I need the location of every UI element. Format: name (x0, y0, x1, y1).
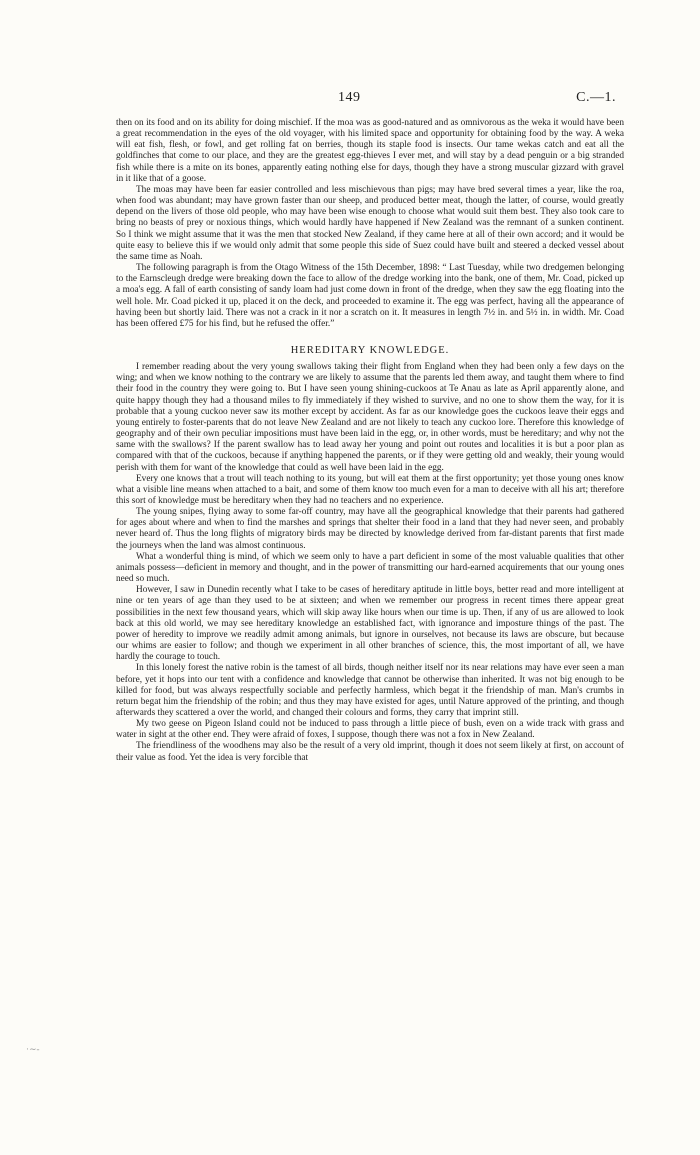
paragraph: The young snipes, flying away to some far-off country, may have all the geographical knowledge that their parents had gathered for ages about where and when to find the marshes and springs that shelter their food in a land that they had never seen, and probably never heard of. Thus the long flights of migratory birds may be directed by knowledge derived from far-distant parents that first made the journeys when the land was almost continuous. (116, 507, 624, 551)
margin-mark: ·∼- (26, 1044, 40, 1054)
paragraph: The moas may have been far easier controlled and less mischievous than pigs; may have bred several times a year, like the roa, when food was abundant; may have grown faster than our sheep, and produced better meat, though the latter, of course, would greatly depend on the livers of those old people, who may have been wise enough to choose what would suit them best. They also took care to bring no beasts of prey or noxious things, which would hardly have happened if New Zealand was the remnant of a sunken continent. So I think we might assume that it was the men that stocked New Zealand, if they came here at all of their own accord; and it would be quite easy to believe this if we would only admit that some people this side of Suez could have built and steered a decked vessel about the same time as Noah. (116, 184, 624, 262)
paragraph: I remember reading about the very young swallows taking their flight from England when they had been only a few days on the wing; and when we know nothing to the contrary we are likely to assume that the parents led them away, and taught them where to find their food in the country they were going to. But I have seen young shining-cuckoos at Te Anau as late as April apparently alone, and quite happy though they had a thousand miles to fly immediately if they wished to survive, and no one to show them the way, for it is probable that a young cuckoo never saw its mother except by accident. As far as our knowledge goes the cuckoos leave their eggs and young entirely to foster-parents that do not leave New Zealand and are not likely to teach any cuckoo lore. Therefore this knowledge of geography and of their own peculiar impositions must have been laid in the egg, or, in other words, must be hereditary; and why not the same with the swallows? If the parent swallow has to lead away her young and point out routes and localities it is but a poor plan as compared with that of the cuckoos, because if anything happened the parents, or if they were getting old and weakly, their young would perish with them for want of the knowledge that could as well have been laid in the egg. (116, 362, 624, 473)
paragraph: In this lonely forest the native robin is the tamest of all birds, though neither itself nor its near relations may have ever seen a man before, yet it hops into our tent with a confidence and knowledge that cannot be otherwise than inherited. It was not big enough to be killed for food, but was always respectfully sociable and perfectly harmless, which begat it the friendship of man. Man's crumbs in return begat him the friendship of the robin; and thus they may have existed for ages, until Nature approved of the printing, and though afterwards they scattered a over the world, and changed their colours and forms, they carry that imprint still. (116, 663, 624, 718)
paragraph: What a wonderful thing is mind, of which we seem only to have a part deficient in some of the most valuable qualities that other animals possess—deficient in memory and thought, and in the power of transmitting our hard-earned acquirements that our young ones need so much. (116, 551, 624, 585)
paragraph: Every one knows that a trout will teach nothing to its young, but will eat them at the first opportunity; yet those young ones know what a visible line means when attached to a bait, and some of them know too much even for a man to deceive with all his art; therefore this sort of knowledge must be hereditary when they had no teachers and no experience. (116, 473, 624, 506)
page-number: 149 (338, 90, 361, 105)
body-text (116, 118, 624, 764)
paragraph: The following paragraph is from the Otago Witness of the 15th December, 1898: “ Last Tuesday, while two dredgemen belonging to the Earnscleugh dredge were breaking down the face to allow of the dredge working into the bank, one of them, Mr. Coad, picked up a moa's egg. A fall of earth consisting of sandy loam had just come down in front of the dredge, when they saw the egg floating into the well hole. Mr. Coad picked it up, placed it on the deck, and proceeded to examine it. The egg was perfect, having all the appearance of having been but shortly laid. There was not a crack in it nor a scratch on it. It measures in length 7½ in. and 5½ in. in width. Mr. Coad has been offered £75 for his find, but he refused the offer.” (116, 263, 624, 329)
paragraph: However, I saw in Dunedin recently what I take to be cases of hereditary aptitude in little boys, better read and more intelligent at nine or ten years of age than they used to be at sixteen; and when we remember our progress in recent times there appear great possibilities in the next few thousand years, which will skip away like hours when our time is up. Then, if any of us are allowed to look back at this old world, we may see hereditary knowledge an established fact, with ignorance and imposture things of the past. The power of heredity to improve we readily admit among animals, but ignore in ourselves, not because its laws are obscure, but because our whims are easier to follow; and though we experiment in all other branches of science, this, the most important of all, we have hardly the courage to touch. (116, 585, 624, 663)
paragraph: The friendliness of the woodhens may also be the result of a very old imprint, though it does not seem likely at first, on account of their value as food. Yet the idea is very forcible that (116, 741, 624, 763)
paragraph: then on its food and on its ability for doing mischief. If the moa was as good-natured and as omnivorous as the weka it would have been a great recommendation in the eyes of the old voyager, with his limited space and opportunity for obtaining food by the way. A weka will eat fish, flesh, or fowl, and get rolling fat on berries, though its staple food is insects. Our tame wekas catch and eat all the goldfinches that come to our place, and they are the greatest egg-thieves I ever met, and will stay by a dead penguin or a big stranded fish while there is a mite on its bones, apparently eating nothing else for days, though they have a strong muscular gizzard with gravel in it like that of a goose. (116, 118, 624, 184)
section-heading: HEREDITARY KNOWLEDGE. (290, 344, 450, 356)
paragraph: My two geese on Pigeon Island could not be induced to pass through a little piece of bush, even on a wide track with grass and water in sight at the other end. They were afraid of foxes, I suppose, though there was not a fox in New Zealand. (116, 719, 624, 741)
document-reference: C.—1. (576, 90, 616, 105)
